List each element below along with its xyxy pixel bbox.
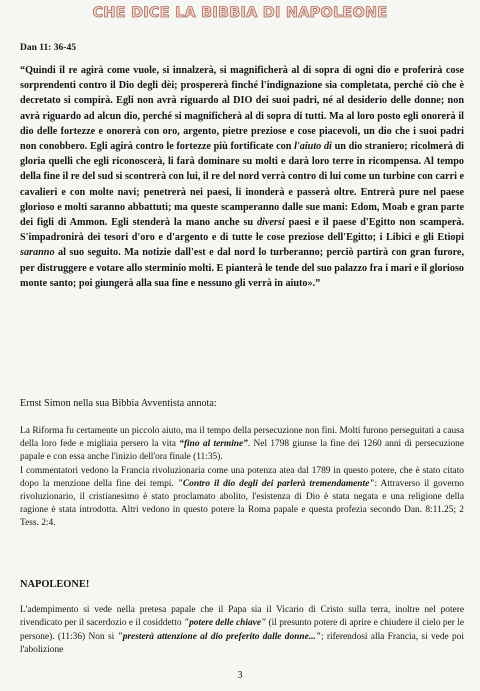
closing-paragraph [20, 604, 464, 658]
page-number: 3 [237, 670, 243, 681]
quote-text-4: al suo seguito. Ma notizie dall'est e dal nord lo turberanno; perciò partirà con gran furore, per distruggere e votare allo sterminio molti. E pianterà le tende del suo palazzo fra i mari e il glorioso monte santo; poi giungerà alla sua fine e nessuno gli verrà in aiuto».” [20, 247, 464, 289]
page-title: CHE DICE LA BIBBIA DI NAPOLEONE [92, 5, 388, 21]
closing-emphasis: "presterà attenzione al dio preferito dalle donne..." [117, 631, 321, 642]
scripture-quote [20, 63, 464, 291]
commentary-emphasis: "Contro il dio degli dei parlerà tremendamente" [177, 478, 375, 489]
quote-text-3: paesi e il paese d'Egitto non scamperà. S'impadronirà dei tesori d'oro e d'argento e di tutte le cose preziose dell'Egitto; i Libici e gli Etiopi [20, 217, 465, 244]
quote-emphasis-2: diversi [256, 217, 285, 229]
closing-text: L'adempimento si vede nella pretesa papale che il Papa sia il Vicario di Cristo sulla terra, inoltre nel potere rivendicato per il sacerdozio e il cosiddetto [20, 605, 464, 629]
closing-text: (il presunto potere di aprire e chiudere il cielo per le persone). (11:36) Non si [20, 618, 464, 642]
closing-emphasis: "potere delle chiave" [183, 618, 267, 629]
commentary-intro: Ernst Simon nella sua Bibbia Avventista annota: [20, 398, 217, 409]
scripture-reference: Dan 11: 36-45 [20, 43, 76, 53]
commentary-text: . Nel 1798 giunse la fine dei 1260 anni di persecuzione papale e con essa anche l'inizio dell'ora finale (11:35). [20, 439, 464, 463]
quote-emphasis-1: l'aiuto di [294, 141, 332, 153]
commentary-text: I commentatori vedono la Francia rivoluzionaria come una potenza atea dal 1789 in questo potere, che è stato citato dopo la menzione della fine dei tempi. [20, 465, 464, 489]
section-heading: NAPOLEONE! [20, 579, 90, 590]
commentary-text: : Attraverso il governo rivoluzionario, il cristianesimo è stato proclamato abolito, l'esistenza di Dio è stata negata e una religione della ragione è stata introdotta. Altri vedono in questo potere la Roma papale e questa profezia secondo Dan. 8:11.25; 2 Tess. 2:4. [20, 478, 464, 529]
quote-emphasis-3: saranno [20, 247, 55, 259]
commentary-paragraph-1 [20, 425, 464, 465]
commentary-text: La Riforma fu certamente un piccolo aiuto, ma il tempo della persecuzione non finì. Molti furono perseguitati a causa della loro fede e migliaia persero la vita [20, 426, 464, 450]
commentary-paragraph-2 [20, 465, 464, 531]
quote-text-1: “Quindi il re agirà come vuole, si innalzerà, si magnificherà al di sopra di ogni dio e proferirà cose sorprendenti contro il Dio degli dèi; prospererà finché l'indignazione sia completata, perché ciò che è decretato si compirà. Egli non avrà riguardo al DIO dei suoi padri, né al desiderio delle donne; non avrà riguardo ad alcun dio, perché si magnificherà al di sopra di tutti. Ma al loro posto egli onorerà il dio delle fortezze e onorerà con oro, argento, pietre preziose e cose piacevoli, un dio che i suoi padri non conobbero. Egli agirà contro le fortezze più fortificate con [20, 65, 464, 153]
quote-text-2: un dio straniero; ricolmerà di gloria quelli che egli riconoscerà, li farà dominare su molti e darà loro terre in ricompensa. Al tempo della fine il re del sud si scontrerà con lui, il re del nord verrà contro di lui come un turbine con carri e cavalieri e con molte navi; penetrerà nei paesi, li inonderà e passerà oltre. Entrerà pure nel paese glorioso e molti saranno abbattuti; ma queste scamperanno dalle sue mani: Edom, Moab e gran parte dei figli di Ammon. Egli stenderà la mano anche su [20, 141, 464, 229]
commentary-body [20, 425, 464, 531]
closing-text: ; riferendosi alla Francia, si vede poi l'abolizione [20, 631, 464, 656]
commentary-emphasis: “fino al termine” [179, 439, 248, 450]
